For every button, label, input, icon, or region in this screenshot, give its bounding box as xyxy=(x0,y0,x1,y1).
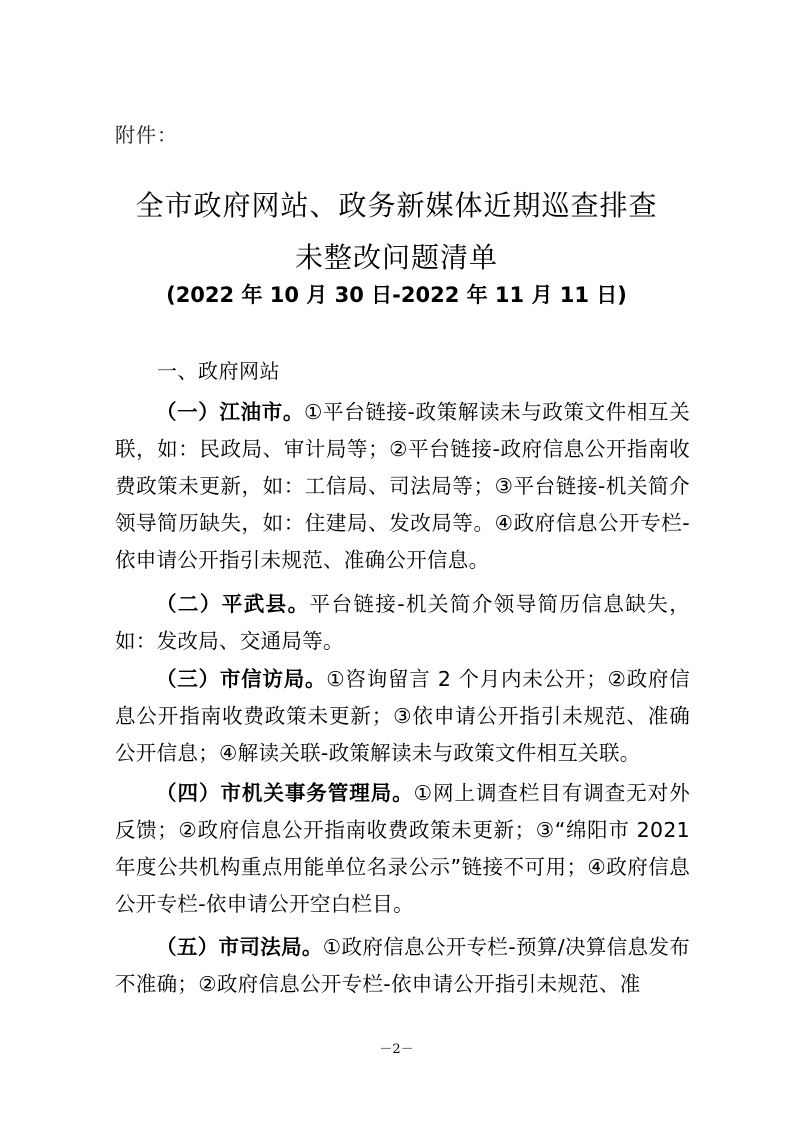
document-title-line-2: 未整改问题清单 xyxy=(294,241,498,274)
list-item-lead: （二）平武县。 xyxy=(156,592,310,616)
page-number: －2－ xyxy=(379,1042,414,1057)
attachment-label: 附件： xyxy=(115,123,178,147)
list-item-lead: （一）江油市。 xyxy=(156,400,304,424)
list-item-text: ①网上调查栏目有调查无对外反馈；②政府信息公开指南收费政策未更新；③“绵阳市 2021 年度公共机构重点用能单位名录公示”链接不可用；④政府信息公开专栏-依申请公开空白栏目。 xyxy=(115,781,690,916)
list-item-text: ①咨询留言 2 个月内未公开；②政府信息公开指南收费政策未更新；③依申请公开指引未规范、准确公开信息；④解读关联-政策解读未与政策文件相互关联。 xyxy=(115,667,690,765)
list-item-pingwu xyxy=(115,586,690,660)
date-range: (2022 年 10 月 30 日-2022 年 11 月 11 日) xyxy=(166,283,627,307)
list-item-petition-bureau xyxy=(115,661,690,772)
list-item-jiangyou xyxy=(115,394,690,579)
section-heading: 一、政府网站 xyxy=(157,359,280,383)
document-title-line-1: 全市政府网站、政务新媒体近期巡查排查 xyxy=(135,189,658,222)
list-item-justice-bureau xyxy=(115,929,690,1003)
list-item-lead: （三）市信访局。 xyxy=(156,667,327,691)
list-item-text: 平台链接-机关简介领导简历信息缺失，如：发改局、交通局等。 xyxy=(115,592,691,653)
list-item-affairs-bureau xyxy=(115,775,690,923)
list-item-lead: （四）市机关事务管理局。 xyxy=(156,781,414,805)
list-item-lead: （五）市司法局。 xyxy=(156,935,323,959)
list-item-text: ①平台链接-政策解读未与政策文件相互关联，如：民政局、审计局等；②平台链接-政府信息公开指南收费政策未更新，如：工信局、司法局等；③平台链接-机关简介领导简历缺失，如：住建局、发改局等。④政府信息公开专栏-依申请公开指引未规范、准确公开信息。 xyxy=(115,400,690,572)
list-item-text: ①政府信息公开专栏-预算/决算信息发布不准确；②政府信息公开专栏-依申请公开指引未规范、准 xyxy=(115,935,690,996)
